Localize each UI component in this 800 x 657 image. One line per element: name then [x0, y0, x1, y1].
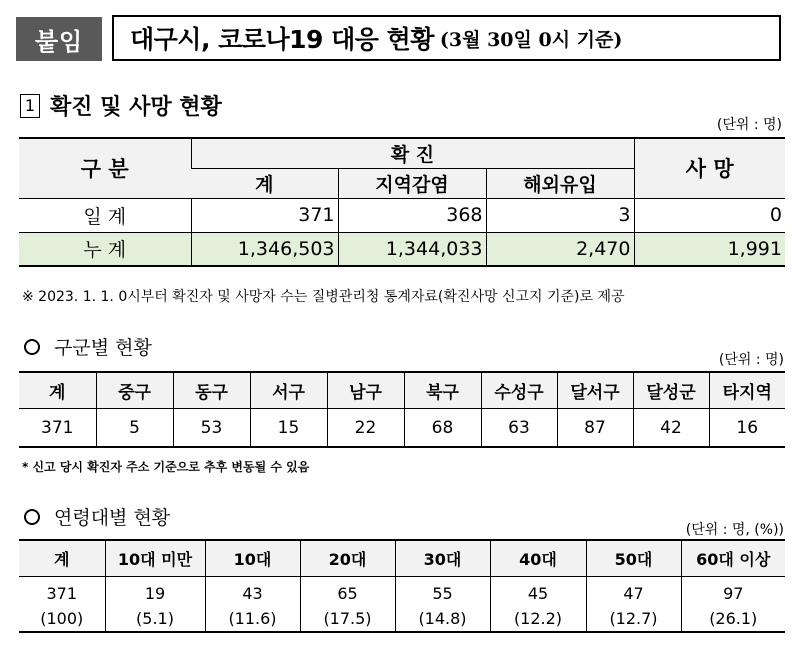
district-value: 68	[404, 409, 481, 448]
cell-total: 371	[191, 198, 338, 232]
age-value: 43	[205, 577, 300, 606]
header-total: 계	[191, 168, 338, 198]
cell-total: 1,346,503	[191, 232, 338, 266]
cell-deaths: 1,991	[634, 232, 785, 266]
age-header-row	[19, 540, 785, 577]
age-header: 계	[19, 540, 105, 577]
attachment-tag: 붙임	[16, 17, 102, 61]
confirmed-deaths-table	[19, 137, 785, 267]
district-header: 서구	[250, 372, 327, 409]
district-value: 15	[250, 409, 327, 448]
header-overseas: 해외유입	[486, 168, 634, 198]
district-header: 계	[19, 372, 96, 409]
section2-note: * 신고 당시 확진자 주소 기준으로 추후 변동될 수 있음	[22, 460, 310, 474]
document-title: 대구시, 코로나19 대응 현황	[130, 25, 434, 54]
age-value: 371	[46, 584, 78, 603]
section2-title: 구군별 현황	[54, 337, 152, 359]
section2-heading	[24, 333, 152, 360]
district-header: 수성구	[481, 372, 557, 409]
district-value: 63	[481, 409, 557, 448]
row-label: 누 계	[19, 232, 191, 266]
section2-unit: (단위 : 명)	[718, 352, 784, 368]
district-header: 타지역	[709, 372, 785, 409]
district-value: 22	[327, 409, 404, 448]
section1-heading	[20, 90, 222, 121]
age-header: 10대 미만	[105, 540, 205, 577]
district-header: 북구	[404, 372, 481, 409]
age-header: 20대	[300, 540, 395, 577]
age-value: 55	[395, 577, 490, 606]
district-header: 동구	[173, 372, 250, 409]
district-value: 16	[709, 409, 785, 448]
district-value: 87	[557, 409, 633, 448]
district-value: 53	[173, 409, 250, 448]
age-value-row	[19, 577, 785, 606]
age-percent: (12.7)	[586, 605, 681, 632]
age-percent: (17.5)	[300, 605, 395, 632]
age-value: 45	[490, 577, 586, 606]
section1-note: ※ 2023. 1. 1. 0시부터 확진자 및 사망자 수는 질병관리청 통계자료(확진사망 신고지 기준)로 제공	[22, 289, 625, 305]
age-percent: (100)	[40, 608, 84, 628]
age-percent: (26.1)	[681, 605, 785, 632]
section1-unit: (단위 : 명)	[716, 117, 782, 133]
circle-bullet-icon	[24, 509, 40, 525]
cell-deaths: 0	[634, 198, 785, 232]
district-value-row	[19, 409, 785, 448]
age-value: 47	[586, 577, 681, 606]
age-header: 40대	[490, 540, 586, 577]
table-row-daily	[19, 198, 785, 232]
cell-local: 368	[338, 198, 486, 232]
age-group-table	[19, 539, 785, 633]
age-percent: (12.2)	[490, 605, 586, 632]
document-title-date: (3월 30일 0시 기준)	[439, 28, 623, 51]
cell-local: 1,344,033	[338, 232, 486, 266]
table-row-cumulative	[19, 232, 785, 266]
header-category: 구 분	[19, 138, 191, 198]
section1-number-box: 1	[20, 94, 40, 118]
header-deaths: 사 망	[634, 138, 785, 198]
age-header: 50대	[586, 540, 681, 577]
district-value: 371	[41, 417, 74, 438]
district-value: 42	[633, 409, 709, 448]
age-percent: (11.6)	[205, 605, 300, 632]
row-label: 일 계	[19, 198, 191, 232]
age-header: 60대 이상	[681, 540, 785, 577]
age-value: 19	[105, 577, 205, 606]
section3-heading	[24, 503, 170, 530]
age-value: 65	[300, 577, 395, 606]
district-header: 달성군	[633, 372, 709, 409]
district-header: 달서구	[557, 372, 633, 409]
section3-unit: (단위 : 명, (%))	[685, 522, 784, 538]
cell-overseas: 2,470	[486, 232, 634, 266]
age-header: 30대	[395, 540, 490, 577]
district-header: 중구	[96, 372, 173, 409]
age-percent-row	[19, 605, 785, 632]
age-header: 10대	[205, 540, 300, 577]
district-header: 남구	[327, 372, 404, 409]
circle-bullet-icon	[24, 339, 40, 355]
header-confirmed: 확 진	[191, 138, 634, 168]
district-header-row	[19, 372, 785, 409]
district-value: 5	[96, 409, 173, 448]
district-table	[19, 371, 785, 448]
cell-overseas: 3	[486, 198, 634, 232]
document-title-box	[112, 15, 781, 61]
age-value: 97	[681, 577, 785, 606]
age-percent: (5.1)	[105, 605, 205, 632]
section3-title: 연령대별 현황	[54, 507, 171, 529]
age-percent: (14.8)	[395, 605, 490, 632]
section1-title: 확진 및 사망 현황	[50, 95, 222, 120]
header-local: 지역감염	[338, 168, 486, 198]
